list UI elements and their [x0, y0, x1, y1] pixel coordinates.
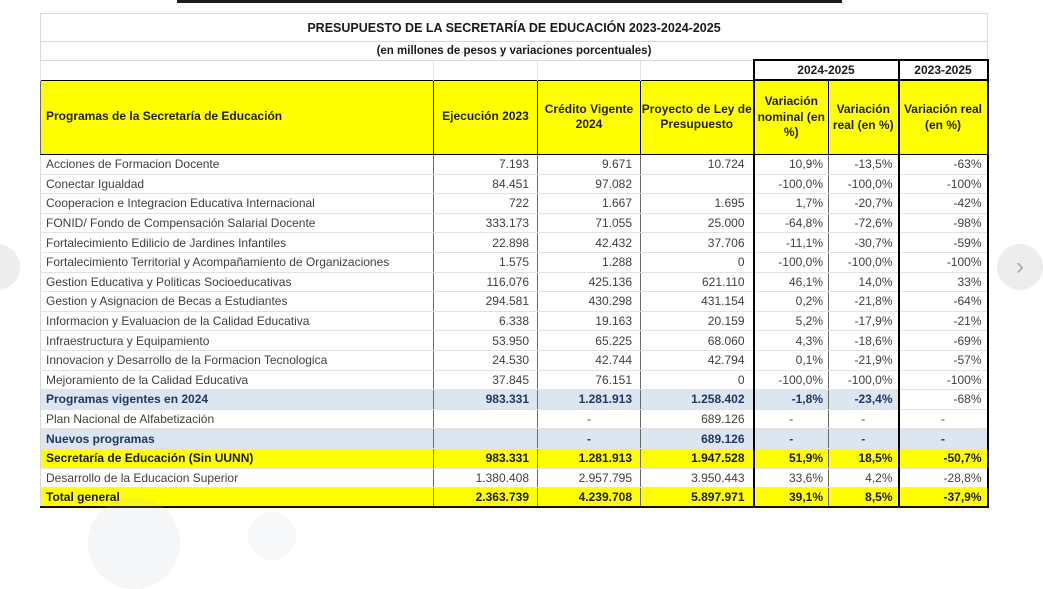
column-header-credito-vigente-2024: Crédito Vigente 2024	[538, 80, 641, 155]
table-cell: Cooperacion e Integracion Educativa Internacional	[41, 194, 434, 214]
table-cell: Nuevos programas	[41, 429, 434, 449]
table-cell: -100,0%	[829, 174, 899, 194]
table-cell: 1.258.402	[641, 390, 754, 410]
period-group-row	[41, 60, 988, 80]
table-row	[41, 331, 988, 351]
period-group-2024-2025: 2024-2025	[754, 60, 899, 80]
table-cell: 1,7%	[754, 194, 829, 214]
table-cell: -100,0%	[829, 370, 899, 390]
table-cell: 42.744	[538, 350, 641, 370]
table-cell: 14,0%	[829, 272, 899, 292]
table-cell: 51,9%	[754, 448, 829, 468]
table-cell: 46,1%	[754, 272, 829, 292]
column-header-variacion-real: Variación real (en %)	[829, 80, 899, 155]
table-cell: 84.451	[434, 174, 538, 194]
table-cell: -100%	[899, 370, 988, 390]
watermark-circle	[248, 512, 296, 560]
table-cell: 0	[641, 370, 754, 390]
table-row	[41, 233, 988, 253]
table-cell: 25.000	[641, 213, 754, 233]
table-cell: -100%	[899, 174, 988, 194]
empty-cell	[434, 60, 538, 80]
table-cell: -28,8%	[899, 468, 988, 488]
table-cell: Gestion y Asignacion de Becas a Estudiantes	[41, 292, 434, 312]
table-cell: -21%	[899, 311, 988, 331]
table-cell: 983.331	[434, 390, 538, 410]
table-cell: -59%	[899, 233, 988, 253]
table-cell: -	[538, 429, 641, 449]
table-cell: Fortalecimiento Territorial y Acompañamiento de Organizaciones	[41, 252, 434, 272]
table-cell: 294.581	[434, 292, 538, 312]
table-cell: 0	[641, 252, 754, 272]
watermark-circle	[88, 497, 180, 589]
table-cell: 1.281.913	[538, 448, 641, 468]
table-cell: 1.288	[538, 252, 641, 272]
table-cell: 33,6%	[754, 468, 829, 488]
table-cell: 1.695	[641, 194, 754, 214]
column-header-proyecto-de-ley: Proyecto de Ley de Presupuesto	[641, 80, 754, 155]
table-cell: 430.298	[538, 292, 641, 312]
table-cell: -68%	[899, 390, 988, 410]
table-cell: -20,7%	[829, 194, 899, 214]
table-cell: Secretaría de Educación (Sin UUNN)	[41, 448, 434, 468]
table-cell	[434, 409, 538, 429]
table-cell: -50,7%	[899, 448, 988, 468]
table-cell: -64,8%	[754, 213, 829, 233]
subtotal-row-nuevos-programas	[41, 429, 988, 449]
table-row	[41, 174, 988, 194]
empty-cell	[641, 60, 754, 80]
table-cell: -21,9%	[829, 350, 899, 370]
table-cell: -	[538, 409, 641, 429]
table-cell: FONID/ Fondo de Compensación Salarial Docente	[41, 213, 434, 233]
table-row	[41, 194, 988, 214]
table-cell: 68.060	[641, 331, 754, 351]
table-cell: Acciones de Formacion Docente	[41, 155, 434, 175]
table-cell: -64%	[899, 292, 988, 312]
table-cell: -72,6%	[829, 213, 899, 233]
table-cell: 6.338	[434, 311, 538, 331]
table-cell: 431.154	[641, 292, 754, 312]
table-row	[41, 272, 988, 292]
table-cell: 9.671	[538, 155, 641, 175]
table-cell: -23,4%	[829, 390, 899, 410]
table-cell: 24.530	[434, 350, 538, 370]
table-cell: 1.575	[434, 252, 538, 272]
table-cell: -	[829, 429, 899, 449]
table-cell: -100,0%	[754, 252, 829, 272]
total-row-general	[41, 488, 988, 508]
table-cell: -17,9%	[829, 311, 899, 331]
table-cell: 42.794	[641, 350, 754, 370]
table-cell: 5.897.971	[641, 488, 754, 508]
total-row-secretaria	[41, 448, 988, 468]
table-cell: 20.159	[641, 311, 754, 331]
table-cell: -37,9%	[899, 488, 988, 508]
column-header-programas: Programas de la Secretaría de Educación	[41, 80, 434, 155]
table-cell: 8,5%	[829, 488, 899, 508]
table-cell: -100%	[899, 252, 988, 272]
table-cell: 722	[434, 194, 538, 214]
table-row	[41, 292, 988, 312]
table-cell: 621.110	[641, 272, 754, 292]
table-cell: 42.432	[538, 233, 641, 253]
table-cell: 4,2%	[829, 468, 899, 488]
table-cell: 689.126	[641, 429, 754, 449]
table-cell: 33%	[899, 272, 988, 292]
table-cell: 19.163	[538, 311, 641, 331]
column-header-ejecucion-2023: Ejecución 2023	[434, 80, 538, 155]
table-cell: 53.950	[434, 331, 538, 351]
table-cell: 2.957.795	[538, 468, 641, 488]
table-cell: 0,1%	[754, 350, 829, 370]
table-cell: 97.082	[538, 174, 641, 194]
table-cell: -42%	[899, 194, 988, 214]
table-cell: 1.667	[538, 194, 641, 214]
table-cell: 5,2%	[754, 311, 829, 331]
table-row	[41, 213, 988, 233]
table-cell: 689.126	[641, 409, 754, 429]
table-cell: -69%	[899, 331, 988, 351]
carousel-prev-button[interactable]	[0, 244, 20, 290]
table-cell: 10,9%	[754, 155, 829, 175]
table-cell: -11,1%	[754, 233, 829, 253]
table-cell: -57%	[899, 350, 988, 370]
period-group-2023-2025: 2023-2025	[899, 60, 988, 80]
table-cell: 4,3%	[754, 331, 829, 351]
table-cell: 3.950.443	[641, 468, 754, 488]
table-cell: Mejoramiento de la Calidad Educativa	[41, 370, 434, 390]
table-cell: -100,0%	[754, 174, 829, 194]
table-cell: 116.076	[434, 272, 538, 292]
table-cell: -100,0%	[829, 252, 899, 272]
column-header-variacion-nominal: Variación nominal (en %)	[754, 80, 829, 155]
table-row	[41, 155, 988, 175]
table-cell: -1,8%	[754, 390, 829, 410]
table-row	[41, 409, 988, 429]
table-cell: -	[754, 409, 829, 429]
table-row	[41, 370, 988, 390]
carousel-next-button[interactable]	[997, 244, 1043, 290]
title-row	[41, 14, 988, 42]
table-cell: -63%	[899, 155, 988, 175]
table-cell: Total general	[41, 488, 434, 508]
table-cell: 4.239.708	[538, 488, 641, 508]
table-cell: Desarrollo de la Educacion Superior	[41, 468, 434, 488]
table-cell: 22.898	[434, 233, 538, 253]
subtitle-row	[41, 42, 988, 61]
subtotal-row-programas-vigentes	[41, 390, 988, 410]
empty-cell	[538, 60, 641, 80]
table-cell: 65.225	[538, 331, 641, 351]
table-cell	[641, 174, 754, 194]
table-row	[41, 350, 988, 370]
table-cell: -	[899, 429, 988, 449]
chevron-right-icon: ›	[1016, 253, 1024, 280]
table-cell: 1.380.408	[434, 468, 538, 488]
table-cell: -	[754, 429, 829, 449]
table-cell: Plan Nacional de Alfabetización	[41, 409, 434, 429]
empty-cell	[41, 60, 434, 80]
table-cell: -13,5%	[829, 155, 899, 175]
table-cell: 76.151	[538, 370, 641, 390]
table-cell: -	[829, 409, 899, 429]
cropped-top-bar	[177, 0, 842, 3]
table-cell: -100,0%	[754, 370, 829, 390]
table-title: PRESUPUESTO DE LA SECRETARÍA DE EDUCACIÓN 2023-2024-2025	[41, 14, 988, 42]
table-cell: 7.193	[434, 155, 538, 175]
table-cell: 37.706	[641, 233, 754, 253]
table-cell: 18,5%	[829, 448, 899, 468]
table-cell: -30,7%	[829, 233, 899, 253]
chevron-left-icon	[0, 255, 1, 279]
header-row	[41, 80, 988, 155]
table-cell: -21,8%	[829, 292, 899, 312]
column-header-variacion-real-2023-2025: Variación real (en %)	[899, 80, 988, 155]
budget-table	[40, 13, 989, 508]
table-cell: -	[899, 409, 988, 429]
table-cell	[434, 429, 538, 449]
table-cell: Conectar Igualdad	[41, 174, 434, 194]
table-cell: Programas vigentes en 2024	[41, 390, 434, 410]
table-cell: 333.173	[434, 213, 538, 233]
table-cell: 425.136	[538, 272, 641, 292]
table-cell: 1.947.528	[641, 448, 754, 468]
table-cell: Gestion Educativa y Politicas Socioeducativas	[41, 272, 434, 292]
table-cell: 71.055	[538, 213, 641, 233]
table-cell: 983.331	[434, 448, 538, 468]
table-cell: 37.845	[434, 370, 538, 390]
table-cell: 0,2%	[754, 292, 829, 312]
table-row	[41, 311, 988, 331]
table-subtitle: (en millones de pesos y variaciones porcentuales)	[41, 42, 988, 61]
table-cell: Infraestructura y Equipamiento	[41, 331, 434, 351]
table-cell: 2.363.739	[434, 488, 538, 508]
table-cell: -98%	[899, 213, 988, 233]
table-cell: 1.281.913	[538, 390, 641, 410]
table-cell: 10.724	[641, 155, 754, 175]
table-cell: Fortalecimiento Edilicio de Jardines Infantiles	[41, 233, 434, 253]
table-cell: Informacion y Evaluacion de la Calidad Educativa	[41, 311, 434, 331]
table-row	[41, 468, 988, 488]
table-row	[41, 252, 988, 272]
table-cell: 39,1%	[754, 488, 829, 508]
table-cell: Innovacion y Desarrollo de la Formacion Tecnologica	[41, 350, 434, 370]
table-cell: -18,6%	[829, 331, 899, 351]
